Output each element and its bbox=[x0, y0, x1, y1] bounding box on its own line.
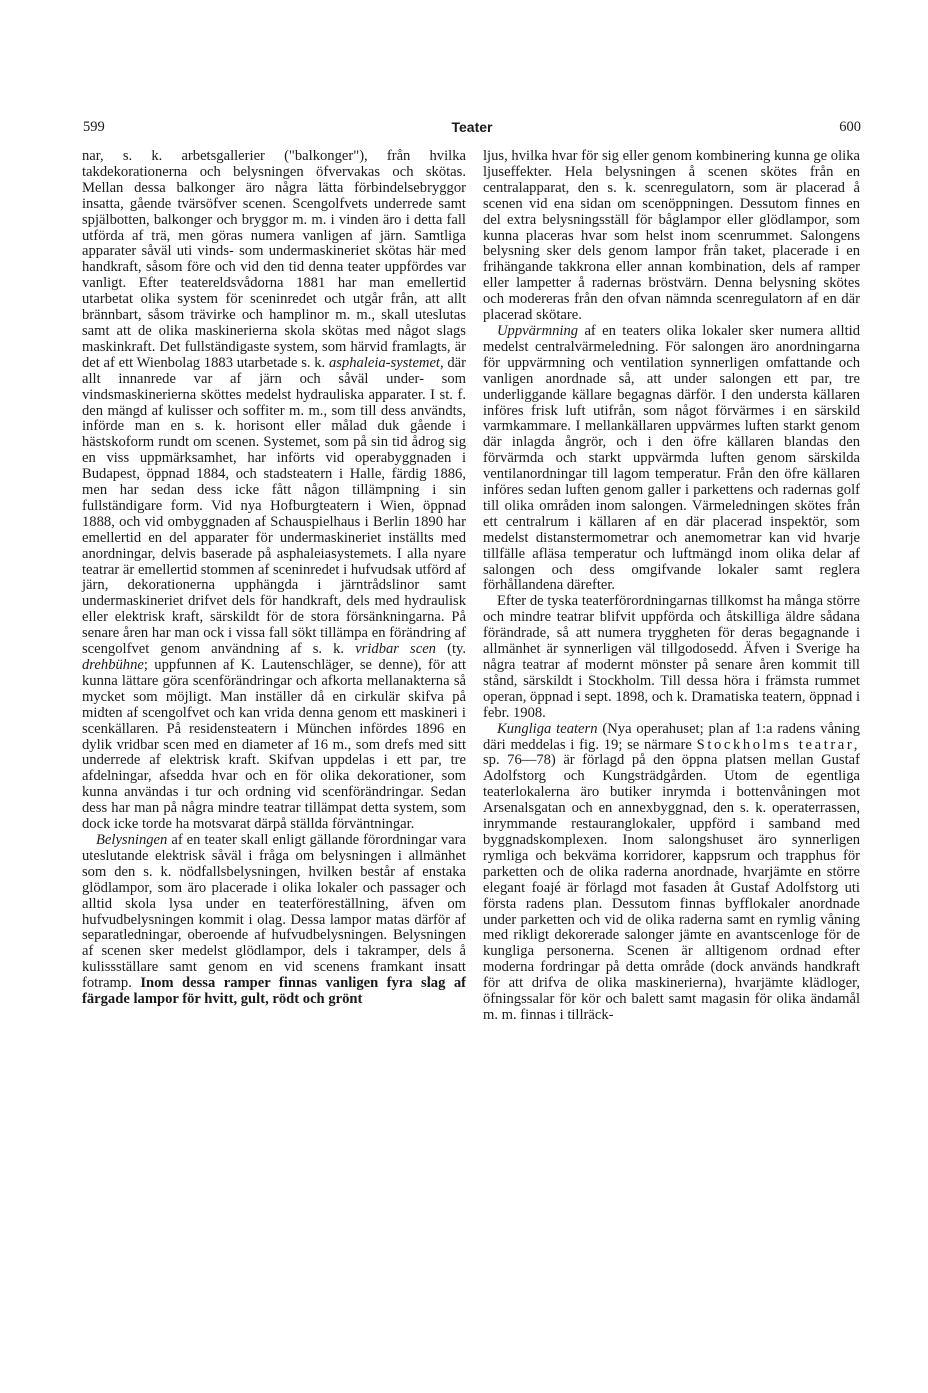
page-header bbox=[83, 119, 861, 139]
left-column bbox=[82, 149, 466, 1008]
paragraph: Kungliga teatern (Nya operahuset; plan af 1:a radens våning däri meddelas i fig. 19; se närmare Stockholms teatrar, sp. 76—78) är förlagd på den öppna platsen mellan Gustaf Adolfstorg och Kungsträdgården. Utom de egentliga teaterlokalerna äro butiker inrymda i bottenvåningen mot Arsenalsgatan och en annexbyggnad, den s. k. operaterrassen, inrymmande restauranglokaler, uppförd i samband med byggnadskomplexen. Inom salongshuset äro synnerligen rymliga och bekväma korridorer, kappsrum och trapphus för parketten och de olika raderna anordnade, hvarjämte en större elegant foajé är förlagd mot fasaden åt Gustaf Adolfstorg uti första radens plan. Dessutom finnas byfflokaler anordnade under parketten och vid de olika raderna samt en rymlig våning med rikligt dekorerade salonger jämte en avantscenloge för de kungliga personerna. Scenen är alltigenom ordnad efter moderna fordringar på detta område (dock används handkraft för att drifva de olika maskinerierna), hvarjämte klädloger, öfningssalar för kör och balett samt magasin för olika ändamål m. m. finnas i tillräck- bbox=[483, 720, 861, 1023]
paragraph: ljus, hvilka hvar för sig eller genom kombinering kunna ge olika ljuseffekter. Hela belysningen å scenen skötes från en centralapparat, den s. k. scenregulatorn, som är placerad å scenen vid ena sidan om scenöppningen. Dessutom finnes en del extra belysningsställ för båglampor eller glödlampor, som kunna placeras hvar som helst inom scenrummet. Salongens belysning sker dels genom lampor från taket, placerade i en frihängande takkrona eller annan kombination, dels af ramper eller lampetter å radernas bröstvärn. Denna belysning skötes och modereras från den ofvan nämnda scenregulatorn af en där placerad skötare. bbox=[483, 148, 860, 324]
left-page-number: 599 bbox=[83, 119, 105, 135]
paragraph: Efter de tyska teaterförordningarnas tillkomst ha många större och mindre teatrar blifvit uppförda och åtskilliga äldre sådana förändrade, så att numera tryggheten för deras begagnande i allmänhet är synnerligen väl tillgodosedd. Äfven i Sverige ha några teatrar af modernt mönster på senare åren kommit till stånd, särskildt i Stockholm. Till dessa höra i främsta rummet operan, öppnad i sept. 1898, och k. Dramatiska teatern, öppnad i febr. 1908. bbox=[483, 593, 860, 721]
paragraph: Uppvärmning af en teaters olika lokaler sker numera alltid medelst centralvärmeledning. För salongen äro anordningarna för uppvärmning och ventilation synnerligen omfattande och vanligen anordnade så, att under salongen ett par, tre underliggande källare begagnas därför. I den understa källaren införes frisk luft utifrån, som något förvärmes i en särskild varmkammare. I mellankällaren uppvärmes luften starkt genom där inlagda ångrör, och i den öfre källaren blandas den förvärmda och starkt uppvärmda luften genom särskilda ventilanordningar till lagom temperatur. Från den öfre källaren införes sedan luften genom galler i parkettens och radernas golf till olika områden inom salongen. Värmeledningen skötes från ett centralrum i källaren af en där placerad inspektör, som medelst distanstermometrar och anemometrar kan vid hvarje tillfälle afläsa temperatur och luftmängd inom olika delar af salongen och dess omgifvande lokaler samt reglera förhållandena därefter. bbox=[483, 322, 860, 594]
paragraph: nar, s. k. arbetsgallerier ("balkonger"), från hvilka takdekorationerna och belysningen öfvervakas och skötas. Mellan dessa balkonger äro några lätta förbindelsebryggor insatta, gående tvärsöfver scenen. Scengolfvets underrede samt spjälbotten, balkonger och bryggor m. m. i vinden äro i detta fall utförda af trä, men göras numera vanligen af järn. Samtliga apparater såväl uti vinds- som undermaskineriet skötas här med handkraft, såsom före och vid den tid denna teater uppfördes var vanligt. Efter teatereldsvådorna 1881 har man emellertid utarbetat olika system för sceninredet och utgår från, att allt brännbart, såsom trävirke och hamplinor m. m., skall uteslutas samt att de olika maskinerierna skola skötas med något slags maskinkraft. Det fullständigaste system, som härvid framlagts, är det af ett Wienbolag 1883 utarbetade s. k. asphaleia-systemet, där allt innanrede var af järn och såväl under- som vindsmaskinerierna sköttes medelst hydrauliska apparater. I st. f. den mängd af kulisser och soffiter m. m., som till dess användts, införde man en s. k. horisont eller målad duk gående i hästskoform rundt om scenen. Systemet, som på sin tid ådrog sig en viss uppmärksamhet, har införts vid operabyggnaden i Budapest, öppnad 1884, och stadsteatern i Halle, färdig 1886, men har sedan dess icke fått någon tillämpning i sin fullständigare form. Vid nya Hofburgteatern i Wien, öppnad 1888, och vid ombyggnaden af Schauspielhaus i Berlin 1890 har emellertid en del apparater för undermaskineriet inställts med anordningar, delvis baserade på asphaleiasystemets. I alla nyare teatrar är emellertid stommen af sceninredet i hufvudsak utförd af järn, dekorationerna upphängda i järntrådslinor samt undermaskineriet drifvet dels för handkraft, dels med hydraulisk eller elektrisk kraft, särskildt för de stora försänkningarna. På senare åren har man ock i vissa fall sökt tillämpa en förändring af scengolfvet genom användning af s. k. vridbar scen (ty. drehbühne; uppfunnen af K. Lautenschläger, se denne), för att kunna lättare göra scenförändringar och afkorta mellanakterna så mycket som möjligt. Man inställer då en cirkulär skifva på midten af scengolfvet och kan vrida denna genom ett maskineri i scenkällaren. På residensteatern i München infördes 1896 en dylik vridbar scen med en diameter af 16 m., som drefs med sitt underrede af elektrisk kraft. Skifvan uppdelas i ett par, tre afdelningar, afsedda hvar och en för olika dekorationer, som kunna användas i tur och ordning vid scenförändringar. Sedan dess har man på några mindre teatrar tillämpat detta system, som dock icke torde ha motsvarat därpå ställda förväntningar. bbox=[82, 148, 467, 833]
page-title: Teater bbox=[451, 119, 493, 135]
right-column bbox=[483, 149, 860, 1024]
right-page-number: 600 bbox=[839, 119, 861, 135]
paragraph: Belysningen af en teater skall enligt gällande förordningar vara uteslutande elektrisk såväl i fråga om belysningen i allmänhet som den s. k. nödfallsbelysningen, hvilken består af enstaka glödlampor, som äro placerade i olika lokaler och passager och alltid skola lysa under en teaterföreställning, äfven om hufvudbelysningen kommit i olag. Dessa lampor matas därför af separatledningar, oberoende af hufvudbelysningen. Belysningen af scenen sker medelst glödlampor, dels i takramper, dels å kulissställare samt genom en vid scenens framkant insatt fotramp. Inom dessa ramper finnas vanligen fyra slag af färgade lampor för hvitt, gult, rödt och grönt bbox=[82, 831, 466, 1008]
